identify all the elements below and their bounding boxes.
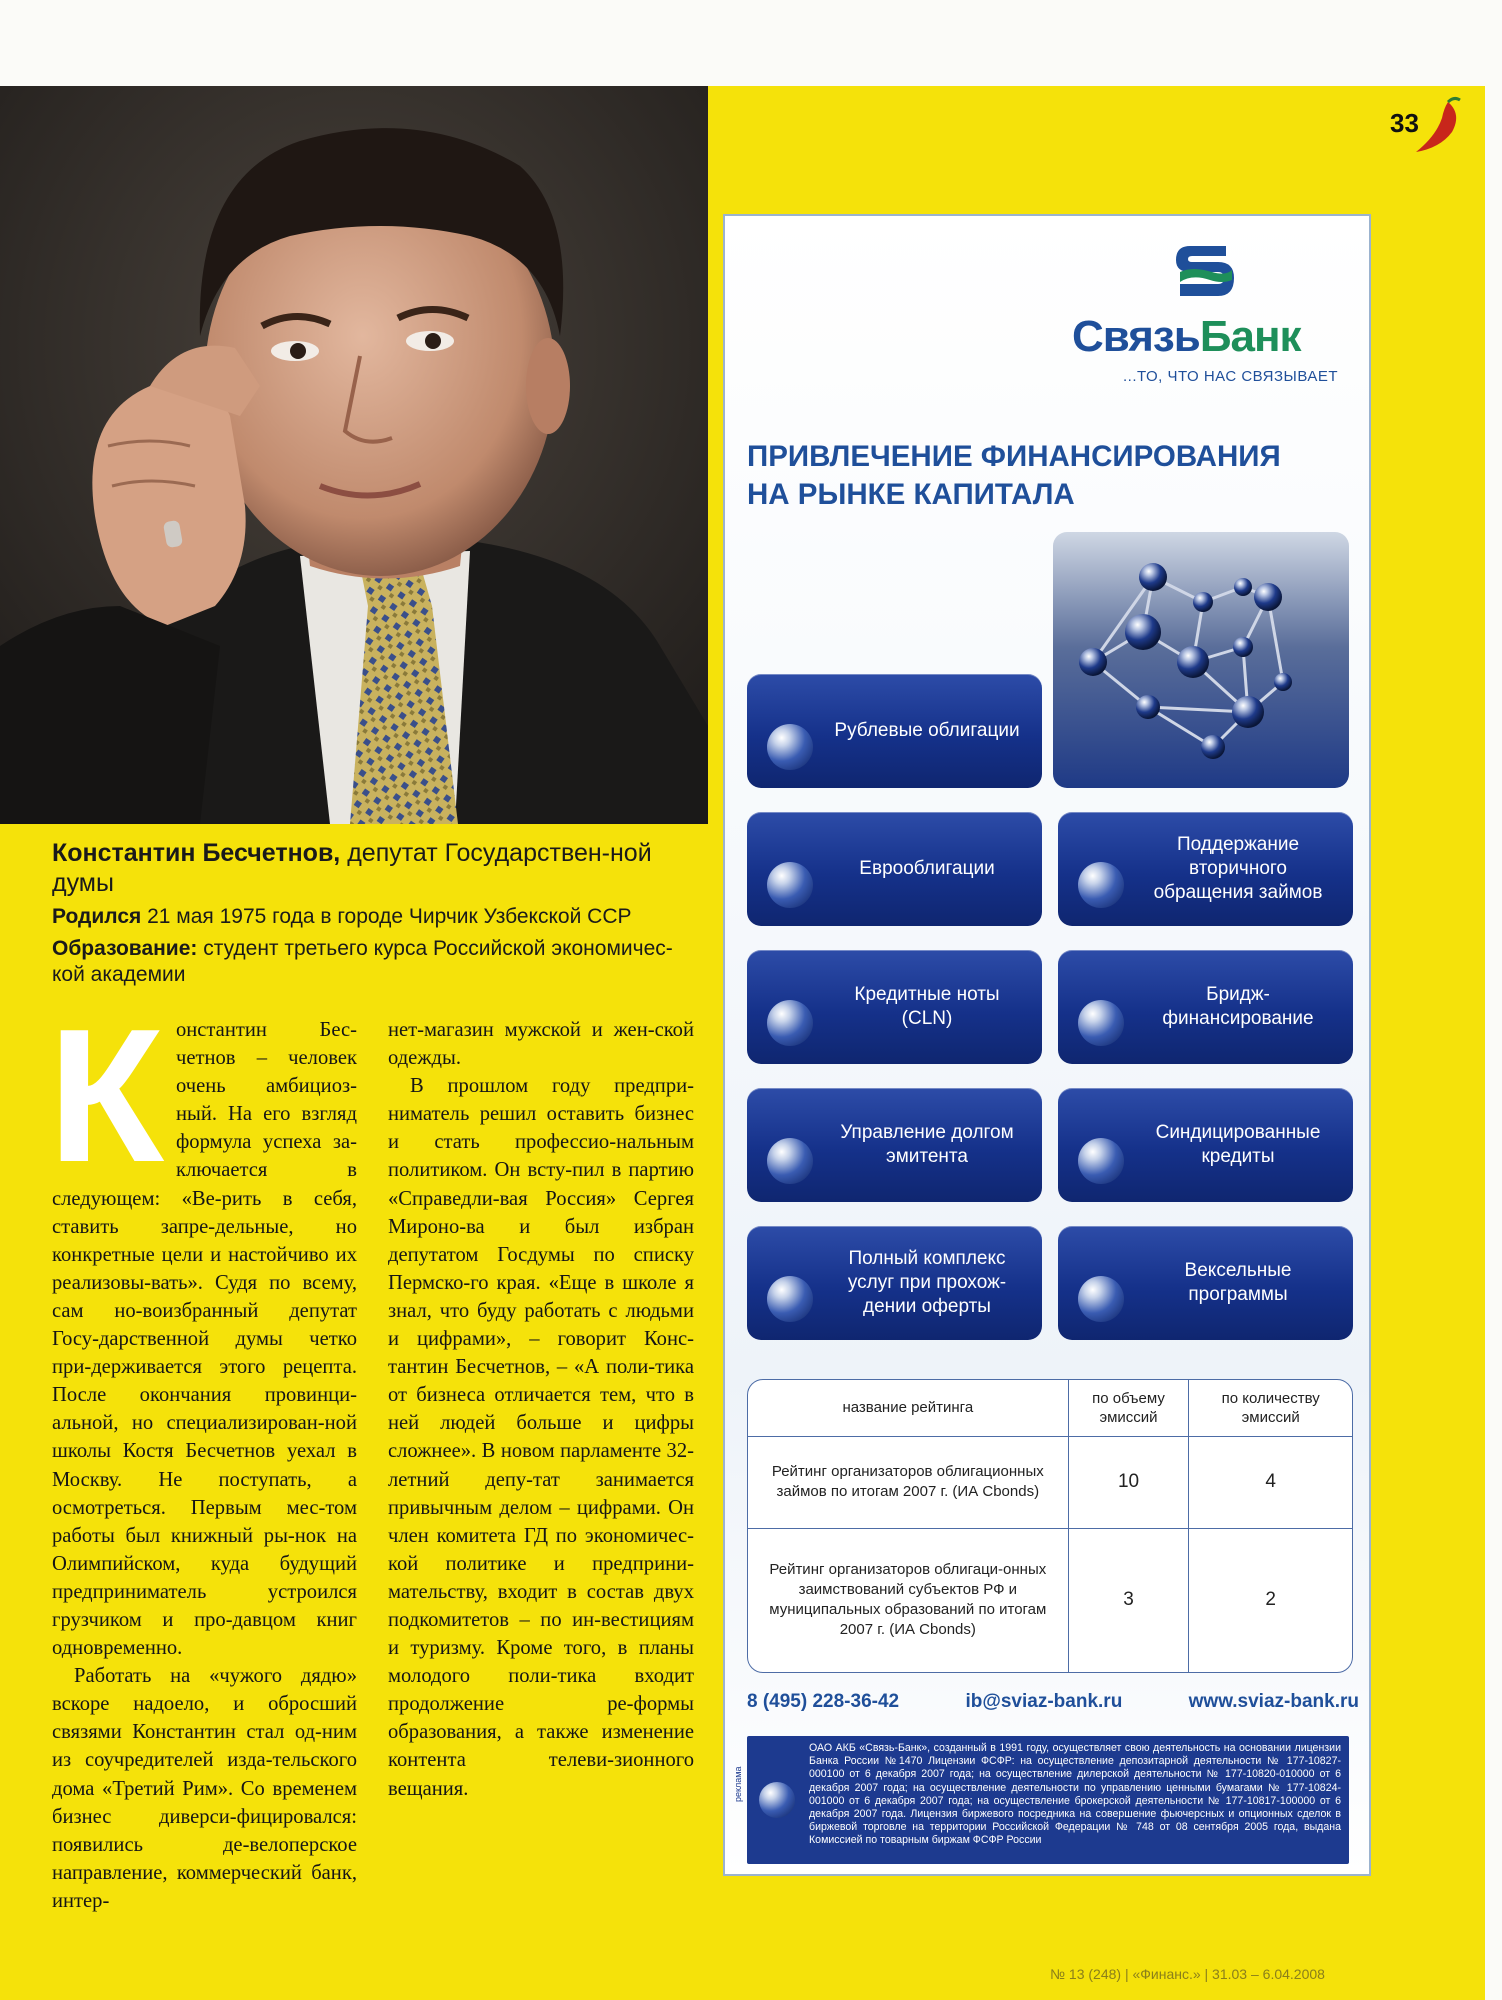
rating-name: Рейтинг организаторов облигаци-онных заимствований субъектов РФ и муниципальных образований по итогам 2007 г. (ИА Cbonds): [748, 1528, 1068, 1672]
bio-education-label: Образование:: [52, 937, 198, 960]
orb-icon: [1078, 1276, 1124, 1322]
table-row: [748, 1436, 1352, 1528]
orb-icon: [767, 862, 813, 908]
drop-cap: К: [48, 990, 164, 1202]
service-tile-ruble-bonds: [747, 674, 1042, 788]
rating-table: [747, 1379, 1353, 1673]
article-column-2: [388, 1016, 694, 1803]
rating-by-count: 2: [1189, 1528, 1352, 1672]
bio-name: Константин Бесчетнов,: [52, 839, 341, 867]
article-paragraph: нет-магазин мужской и жен-ской одежды.: [388, 1019, 694, 1070]
ad-headline-line2: НА РЫНКЕ КАПИТАЛА: [747, 478, 1075, 511]
contacts: [747, 1691, 1359, 1713]
orb-icon: [1078, 1000, 1124, 1046]
orb-icon: [767, 1000, 813, 1046]
service-tile-label: Рублевые облигации: [834, 720, 1020, 741]
sviaz-bank-logo-icon: [1172, 238, 1236, 304]
bio-education: [52, 936, 692, 988]
service-tile-secondary-support: [1058, 812, 1353, 926]
table-header: по количеству эмиссий: [1189, 1380, 1352, 1436]
brand-name: [1072, 312, 1301, 362]
service-tile-label: Бридж-финансирование: [1162, 984, 1314, 1029]
legal-text: ОАО АКБ «Связь-Банк», созданный в 1991 году, осуществляет свою деятельность на основании лицензии Банка России №1470 Лицензии ФСФР: на осуществление депозитарной деятельности № 177-10827-000100 от 6 декабря 2007 года; на осуществление дилерской деятельности № 177-10820-010000 от 6 декабря 2007 года; на осуществление деятельности по управлению ценными бумагами № 177-10824-001000 от 6 декабря 2007 года; на осуществление брокерской деятельности № 177-10817-100000 от 6 декабря 2007 года. Лицензия биржевого посредника на совершение фьючерсных и опционных сделок в биржевой торговле на территории Российской Федерации № 748 от 08 сентября 2005 года, выдана Комиссией по товарным биржам ФСФР России: [809, 1742, 1341, 1847]
table-header: по объему эмиссий: [1068, 1380, 1189, 1436]
article-paragraph: В прошлом году предпри-ниматель решил оставить бизнес и стать профессио-нальным политиком. Он всту-пил в партию «Справедли-вая Россия» Сергея Мироно-ва и был избран депутатом Госдумы по списку Пермско-го края. «Еще в школе я знал, что буду работать с людьми и цифрами», – говорит Конс-тантин Бесчетнов, – «А поли-тика от бизнеса отличается тем, что в ней людей больше и цифры сложнее». В новом парламенте 32-летний депу-тат занимается привычным делом – цифрами. Он член комитета ГД по экономичес-кой политике и предприни-мательству, входит в состав двух подкомитетов – по ин-вестициям и туризму. Кроме того, в планы молодого поли-тика входит продолжение ре-формы образования, а также изменение контента телеви-зионного вещания.: [388, 1075, 694, 1800]
service-tile-label: Полный комплекс услуг при прохож-дении оферты: [847, 1248, 1007, 1317]
orb-icon: [767, 1276, 813, 1322]
service-tile-label: Поддержание вторичного обращения займов: [1153, 834, 1323, 903]
legal-disclaimer: [747, 1736, 1349, 1864]
table-header: название рейтинга: [748, 1380, 1068, 1436]
bio-block: [52, 838, 692, 994]
orb-icon: [767, 1138, 813, 1184]
service-tile-credit-notes: [747, 950, 1042, 1064]
service-tile-label: Еврооблигации: [859, 858, 995, 879]
article-column-1: [48, 990, 357, 1915]
brand-name-part2: Банк: [1199, 312, 1301, 361]
molecule-illustration: [1053, 532, 1349, 788]
contact-email[interactable]: ib@sviaz-bank.ru: [965, 1691, 1123, 1712]
bio-education-text: студент третьего курса Российской экономичес-кой академии: [52, 937, 673, 986]
bio-born-label: Родился: [52, 905, 142, 928]
service-tile-label: Вексельные программы: [1184, 1260, 1292, 1305]
service-tile-label: Синдицированные кредиты: [1155, 1122, 1321, 1167]
contact-website[interactable]: www.sviaz-bank.ru: [1188, 1691, 1359, 1712]
table-row: [748, 1528, 1352, 1672]
rating-by-count: 4: [1189, 1436, 1352, 1528]
ad-headline: [747, 438, 1357, 514]
rating-name: Рейтинг организаторов облигационных займов по итогам 2007 г. (ИА Cbonds): [748, 1436, 1068, 1528]
service-tile-offer-services: [747, 1226, 1042, 1340]
rating-by-volume: 10: [1068, 1436, 1189, 1528]
article-paragraph: онстантин Бес-четнов – человек очень амбициоз-ный. На его взгляд формула успеха за-ключается в следующем: «Ве-рить в себя, ставить запре-дельные, но конкретные цели и настойчиво их реализовы-вать». Судя по всему, сам но-воизбранный депутат Госу-дарственной думы четко при-держивается этого рецепта. После окончания провинци-альной, но специализирован-ной школы Костя Бесчетнов уехал в Москву. Не поступать, а осмотреться. Первым мес-том работы был книжный ры-нок на Олимпийском, куда будущий предприниматель устроился грузчиком и про-давцом книг одновременно.: [52, 1019, 357, 1660]
rating-by-volume: 3: [1068, 1528, 1189, 1672]
contact-phone: 8 (495) 228-36-42: [747, 1691, 900, 1712]
issue-footer: № 13 (248) | «Финанс.» | 31.03 – 6.04.2008: [1050, 1966, 1325, 1982]
page-number: 33: [1390, 108, 1419, 138]
portrait-photo: [0, 86, 708, 824]
service-tile-syndicated-loans: [1058, 1088, 1353, 1202]
bio-born: [52, 904, 692, 930]
service-tile-label: Кредитные ноты (CLN): [854, 984, 1000, 1029]
bio-born-text: 21 мая 1975 года в городе Чирчик Узбекской ССР: [141, 905, 632, 928]
orb-icon: [1078, 1138, 1124, 1184]
bio-name-line: [52, 838, 692, 898]
service-tile-bill-programs: [1058, 1226, 1353, 1340]
bio-position: депутат Государствен-ной думы: [52, 839, 652, 897]
ad-headline-line1: ПРИВЛЕЧЕНИЕ ФИНАНСИРОВАНИЯ: [747, 440, 1281, 473]
service-tile-eurobonds: [747, 812, 1042, 926]
orb-icon: [1078, 862, 1124, 908]
brand-name-part1: Связь: [1072, 312, 1200, 361]
orb-icon: [759, 1782, 795, 1818]
service-tile-debt-management: [747, 1088, 1042, 1202]
article-paragraph: Работать на «чужого дядю» вскоре надоело, и обросший связями Константин стал од-ним из соучредителей изда-тельского дома «Третий Рим». Со временем бизнес диверси-фицировался: появились де-велоперское направление, коммерческий банк, интер-: [52, 1665, 357, 1912]
service-tile-bridge-financing: [1058, 950, 1353, 1064]
service-tile-label: Управление долгом эмитента: [840, 1122, 1014, 1167]
brand-slogan: ...ТО, ЧТО НАС СВЯЗЫВАЕТ: [1123, 368, 1339, 385]
advertisement-label: реклама: [733, 1766, 743, 1802]
sviaz-bank-advertisement: [723, 214, 1371, 1876]
orb-icon: [767, 724, 813, 770]
